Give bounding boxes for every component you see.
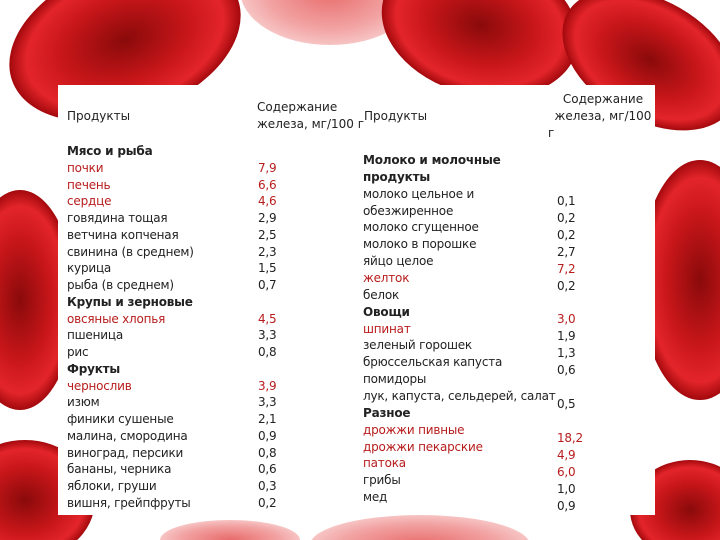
product-name: рыба (в среднем) (67, 278, 174, 293)
iron-value: 3,3 (258, 395, 277, 410)
product-name: вишня, грейпфруты (67, 496, 191, 510)
iron-value: 0,9 (557, 499, 576, 513)
left-header-products: Продукты (67, 109, 131, 123)
product-name: курица (67, 261, 112, 276)
product-name: пшеница (67, 328, 123, 343)
category-heading: Молоко и молочные (363, 153, 501, 167)
iron-value: 3,3 (258, 328, 277, 343)
product-name: почки (67, 160, 104, 175)
iron-value: 7,2 (557, 262, 576, 276)
category-heading: Фрукты (67, 361, 121, 376)
iron-value: 0,2 (557, 211, 576, 225)
product-name: яйцо целое (363, 254, 434, 269)
iron-value: 0,6 (258, 462, 277, 477)
iron-value: 2,3 (258, 244, 277, 259)
product-name: сердце (67, 194, 112, 209)
product-name: брюссельская капуста (363, 355, 503, 370)
iron-value: 0,2 (557, 228, 576, 242)
iron-value: 0,1 (557, 194, 576, 208)
iron-value: 0,6 (557, 363, 576, 377)
iron-value: 0,2 (557, 279, 576, 293)
category-heading: Разное (363, 405, 411, 420)
product-name: ветчина копченая (67, 227, 179, 242)
iron-value: 2,1 (258, 412, 277, 427)
iron-value: 1,5 (258, 261, 277, 276)
product-name: патока (363, 456, 406, 471)
right-header-iron-line3: г (548, 126, 555, 140)
iron-value: 0,9 (258, 428, 277, 443)
iron-value: 2,9 (258, 211, 277, 225)
category-heading: Овощи (363, 304, 410, 319)
product-name: бананы, черника (67, 462, 172, 477)
product-name: шпинат (363, 321, 411, 336)
product-name: овсяные хлопья (67, 311, 166, 326)
product-name: молоко сгущенное (363, 220, 479, 235)
right-header-products: Продукты (364, 109, 428, 123)
category-heading: Крупы и зерновые (67, 294, 193, 309)
iron-value: 6,6 (258, 177, 277, 192)
product-name: рис (67, 345, 89, 360)
iron-value: 4,5 (258, 311, 277, 326)
iron-value: 2,5 (258, 227, 277, 242)
product-name: мед (363, 490, 388, 504)
product-name: желток (363, 271, 410, 285)
iron-value: 1,0 (557, 482, 576, 496)
product-name: молоко в порошке (363, 237, 477, 252)
product-name: свинина (в среднем) (67, 244, 194, 259)
category-heading: продукты (363, 169, 430, 184)
iron-value: 0,2 (258, 496, 277, 510)
product-name: печень (67, 177, 111, 192)
product-name: лук, капуста, сельдерей, салат (363, 388, 556, 403)
product-name: белок (363, 287, 400, 302)
product-name: яблоки, груши (67, 479, 157, 494)
iron-value: 0,5 (557, 397, 576, 411)
iron-value: 3,0 (557, 312, 576, 326)
product-name: молоко цельное и (363, 186, 475, 201)
left-header-iron-line1: Содержание (257, 100, 338, 114)
iron-value: 0,3 (258, 479, 277, 494)
product-name: помидоры (363, 372, 427, 387)
iron-value: 0,8 (258, 345, 277, 360)
iron-value: 0,7 (258, 278, 277, 293)
iron-value: 0,8 (258, 445, 277, 460)
product-name: обезжиренное (363, 203, 454, 218)
product-name: изюм (67, 395, 100, 410)
product-name: дрожжи пивные (363, 422, 465, 437)
iron-value: 1,9 (557, 329, 576, 343)
product-name: дрожжи пекарские (363, 439, 483, 454)
left-header-iron-line2: железа, мг/100 г (257, 117, 365, 131)
product-name: говядина тощая (67, 211, 168, 225)
iron-value: 3,9 (258, 378, 277, 393)
iron-value: 4,6 (258, 194, 277, 209)
product-name: зеленый горошек (363, 338, 472, 353)
iron-value: 2,7 (557, 245, 576, 259)
iron-value: 4,9 (557, 448, 576, 462)
product-name: малина, смородина (67, 428, 188, 443)
right-header-iron-line2: железа, мг/100 (554, 109, 652, 123)
category-heading: Мясо и рыба (67, 144, 153, 158)
iron-value: 7,9 (258, 160, 277, 175)
right-header-iron-line1: Содержание (562, 92, 644, 106)
product-name: финики сушеные (67, 412, 174, 427)
iron-value: 6,0 (557, 465, 576, 479)
product-name: грибы (363, 473, 401, 488)
product-name: чернослив (67, 378, 132, 393)
iron-value: 1,3 (557, 346, 576, 360)
iron-value: 18,2 (557, 431, 583, 445)
product-name: виноград, персики (67, 445, 184, 460)
